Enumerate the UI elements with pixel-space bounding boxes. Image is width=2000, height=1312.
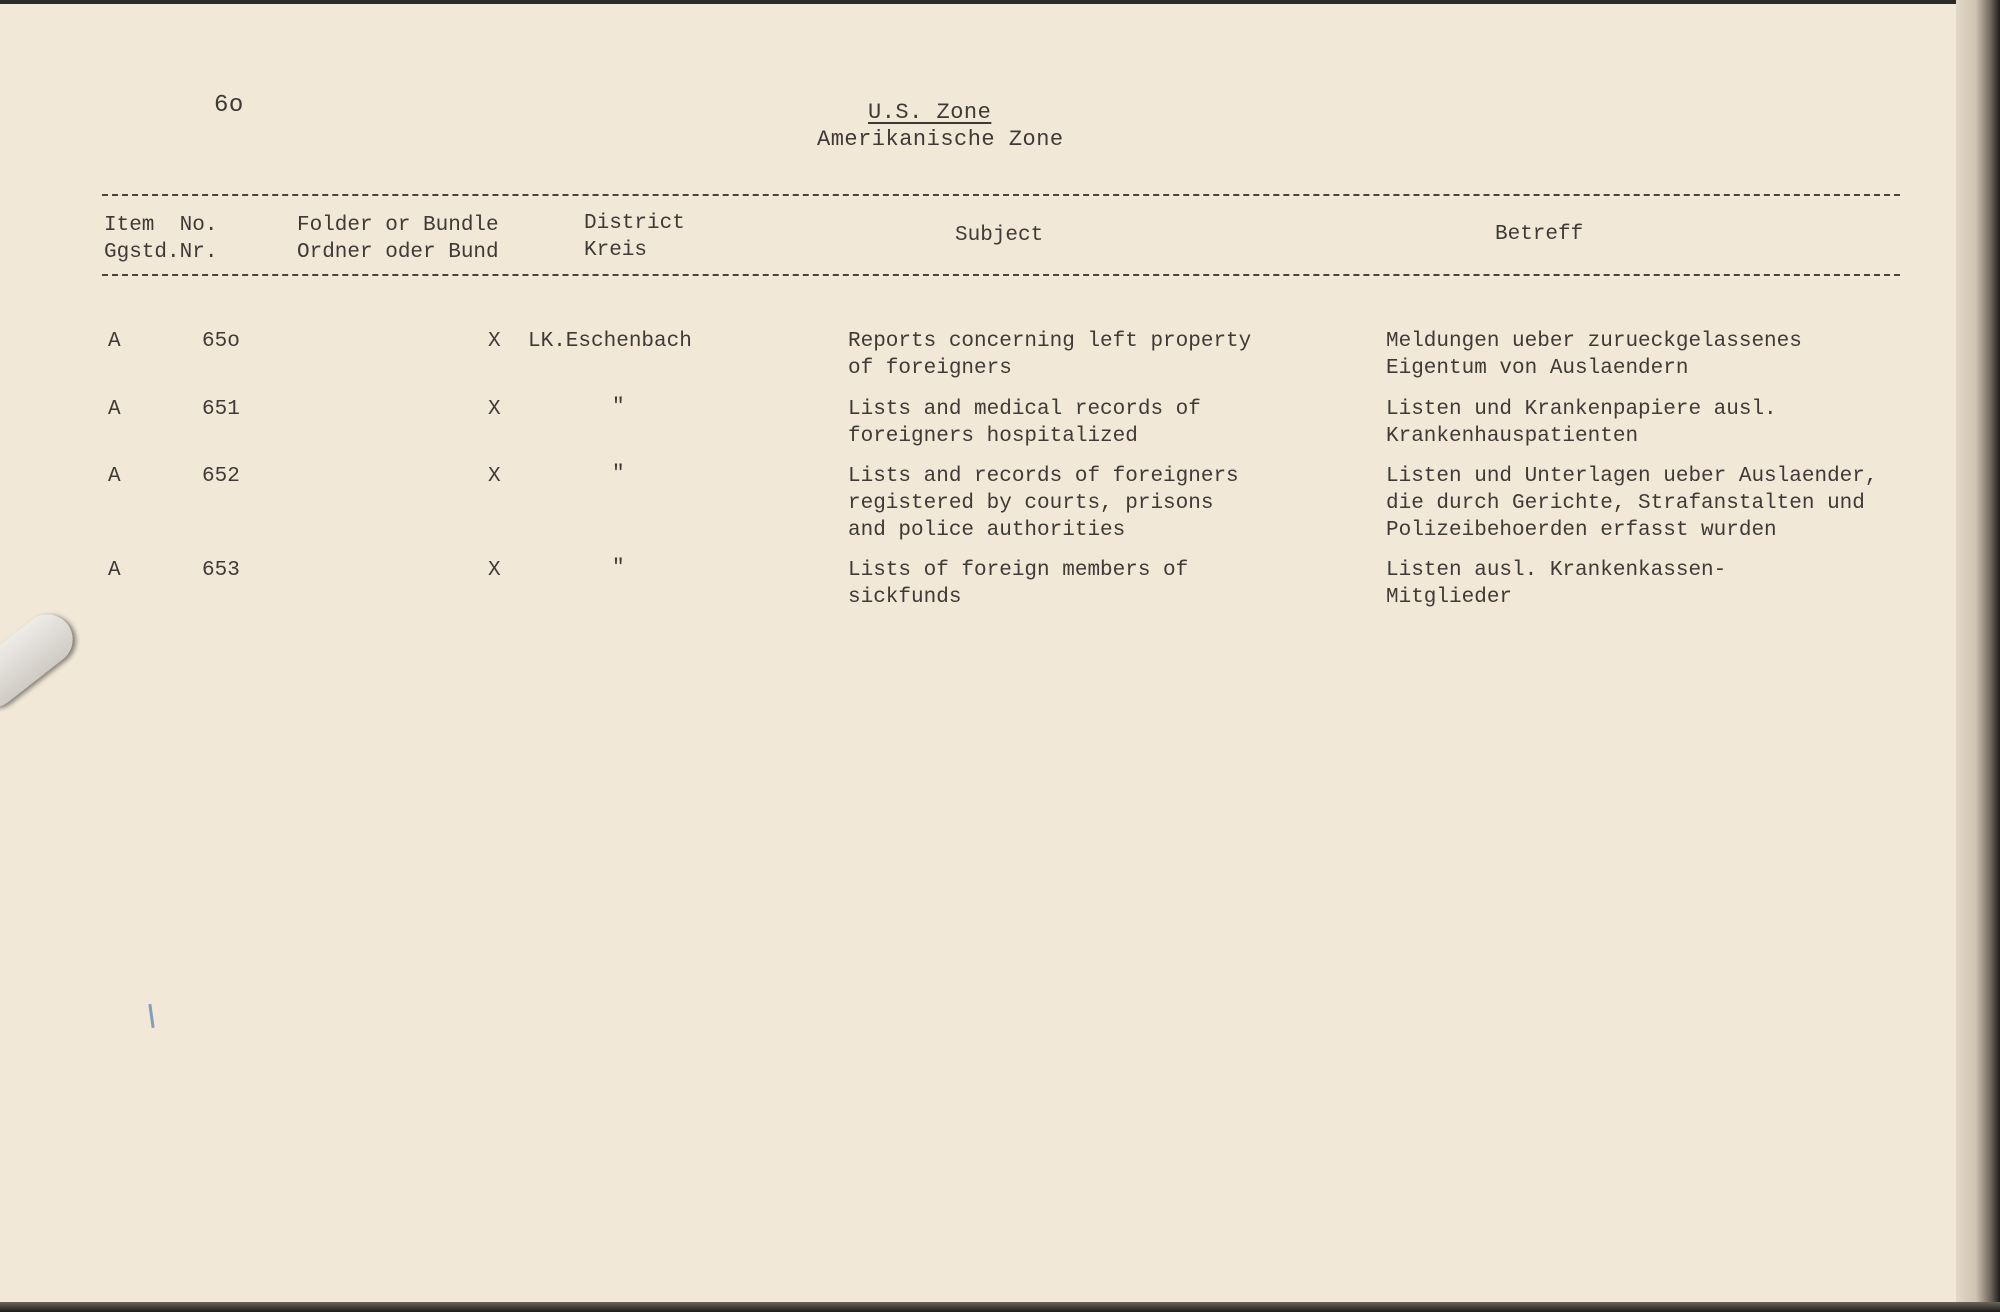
subject-line: and police authorities [848, 519, 1126, 542]
header-folder: Folder or Bundle [297, 214, 499, 237]
header-subject: Subject [955, 224, 1044, 247]
item-letter: A [108, 330, 121, 353]
book-edge [1956, 0, 2000, 1312]
page-title: U.S. Zone [868, 100, 992, 125]
folder-mark: X [488, 398, 501, 421]
item-number: 651 [202, 398, 240, 421]
item-number: 65o [202, 330, 240, 353]
item-number: 652 [202, 465, 240, 488]
subject-line: registered by courts, prisons [848, 492, 1214, 515]
folder-mark: X [488, 330, 501, 353]
item-letter: A [108, 465, 121, 488]
betreff-line: Krankenhauspatienten [1386, 425, 1639, 448]
page-number: 6o [214, 92, 244, 119]
district-ditto: " [612, 463, 625, 486]
betreff-line: Listen und Krankenpapiere ausl. [1386, 398, 1777, 421]
item-number: 653 [202, 559, 240, 582]
betreff-line: Listen und Unterlagen ueber Auslaender, [1386, 465, 1878, 488]
header-district-de: Kreis [584, 239, 648, 262]
subject-line: Reports concerning left property [848, 330, 1252, 353]
header-betreff: Betreff [1495, 223, 1584, 246]
header-district: District [584, 212, 685, 235]
subject-line: foreigners hospitalized [848, 425, 1138, 448]
folder-mark: X [488, 465, 501, 488]
header-rule-top [102, 194, 1900, 196]
book-bottom-edge [0, 1302, 2000, 1312]
district-ditto: " [612, 396, 625, 419]
subject-line: Lists and records of foreigners [848, 465, 1239, 488]
header-folder-de: Ordner oder Bund [297, 241, 499, 264]
page-subtitle: Amerikanische Zone [817, 127, 1064, 152]
betreff-line: Polizeibehoerden erfasst wurden [1386, 519, 1777, 542]
folder-mark: X [488, 559, 501, 582]
subject-line: of foreigners [848, 357, 1012, 380]
betreff-line: Listen ausl. Krankenkassen- [1386, 559, 1727, 582]
district-name: LK.Eschenbach [528, 330, 692, 353]
subject-line: Lists of foreign members of [848, 559, 1189, 582]
district-ditto: " [612, 557, 625, 580]
header-rule-bottom [102, 274, 1900, 276]
betreff-line: Eigentum von Auslaendern [1386, 357, 1689, 380]
item-letter: A [108, 559, 121, 582]
subject-line: Lists and medical records of [848, 398, 1201, 421]
header-item-no: Item No. [104, 214, 218, 237]
ink-mark [148, 1004, 154, 1028]
item-letter: A [108, 398, 121, 421]
betreff-line: Meldungen ueber zurueckgelassenes [1386, 330, 1802, 353]
betreff-line: die durch Gerichte, Strafanstalten und [1386, 492, 1865, 515]
betreff-line: Mitglieder [1386, 586, 1513, 609]
subject-line: sickfunds [848, 586, 962, 609]
header-item-no-de: Ggstd.Nr. [104, 241, 218, 264]
